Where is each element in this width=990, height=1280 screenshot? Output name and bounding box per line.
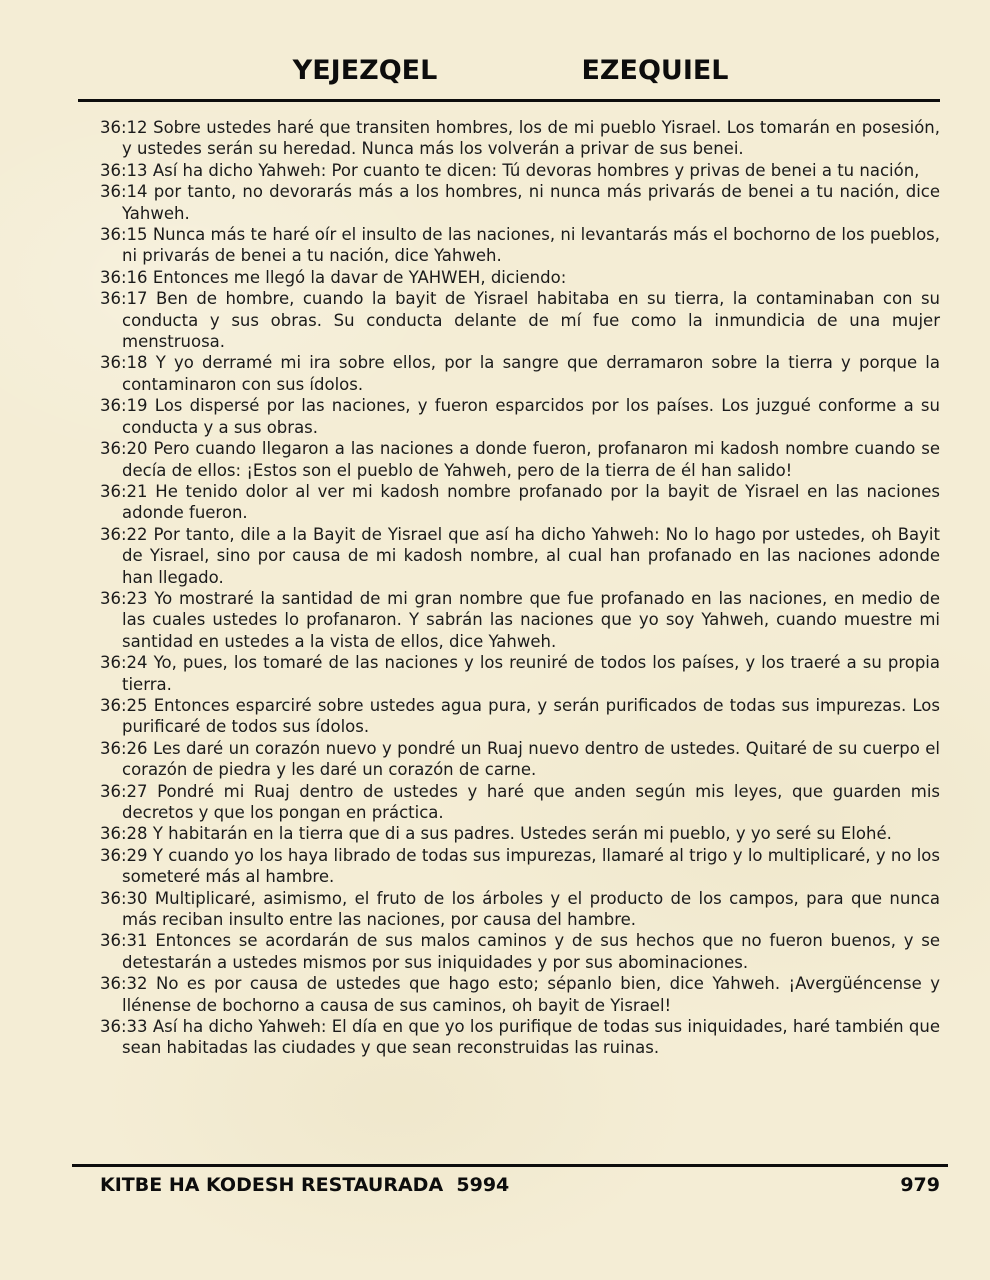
verse-36-21 — [100, 481, 940, 524]
verse-ref: 36:31 — [100, 931, 148, 951]
verse-text: Entonces me llegó la davar de YAHWEH, diciendo: — [152, 267, 567, 287]
verse-text: No es por causa de ustedes que hago esto; sépanlo bien, dice Yahweh. ¡Avergüéncense y llénense de bochorno a causa de sus caminos, oh bayit de Yisrael! — [122, 974, 941, 1015]
footer-divider — [72, 1164, 948, 1167]
verse-36-15 — [100, 224, 940, 267]
verse-36-30 — [100, 888, 940, 931]
verse-36-12 — [100, 117, 940, 160]
verse-ref: 36:17 — [100, 289, 148, 309]
verse-text: He tenido dolor al ver mi kadosh nombre profanado por la bayit de Yisrael en las naciones adonde fueron. — [122, 481, 941, 523]
verse-ref: 36:28 — [100, 824, 148, 844]
verse-36-17 — [100, 288, 940, 352]
verse-text: Entonces esparciré sobre ustedes agua pura, y serán purificados de todas sus impurezas. Los purificaré de todos sus ídolos. — [122, 695, 940, 737]
verse-text: Pero cuando llegaron a las naciones a donde fueron, profanaron mi kadosh nombre cuando se decía de ellos: ¡Estos son el pueblo de Yahweh, pero de la tierra de él han salido! — [122, 439, 940, 480]
header-divider — [78, 99, 940, 102]
verse-ref: 36:19 — [100, 396, 148, 416]
verse-text: Nunca más te haré oír el insulto de las naciones, ni levantarás más el bochorno de los pueblos, ni privarás de benei a tu nación, dice Yahweh. — [122, 225, 941, 266]
footer-page-number: 979 — [900, 1174, 940, 1196]
verse-text: Así ha dicho Yahweh: Por cuanto te dicen: Tú devoras hombres y privas de benei a tu nación, — [152, 160, 920, 180]
page-footer — [100, 1174, 940, 1196]
verse-36-33 — [100, 1016, 940, 1059]
verse-ref: 36:25 — [100, 695, 148, 715]
verse-36-23 — [100, 588, 940, 652]
verse-ref: 36:14 — [100, 182, 148, 202]
verse-text: Y cuando yo los haya librado de todas sus impurezas, llamaré al trigo y lo multiplicaré, y no los someteré más al hambre. — [122, 845, 940, 887]
verse-36-13 — [100, 160, 940, 181]
verse-36-29 — [100, 845, 940, 888]
verse-36-24 — [100, 652, 940, 695]
verse-36-18 — [100, 352, 940, 395]
verse-text: Así ha dicho Yahweh: El día en que yo los purifique de todas sus iniquidades, haré también que sean habitadas las ciudades y que sean reconstruidas las ruinas. — [122, 1017, 940, 1058]
verse-text: Y habitarán en la tierra que di a sus padres. Ustedes serán mi pueblo, y yo seré su Elohé. — [152, 824, 892, 844]
verse-36-16 — [100, 267, 940, 288]
verse-text: Y yo derramé mi ira sobre ellos, por la sangre que derramaron sobre la tierra y porque la contaminaron con sus ídolos. — [122, 353, 940, 394]
verse-ref: 36:15 — [100, 225, 148, 245]
verse-text: Ben de hombre, cuando la bayit de Yisrael habitaba en su tierra, la contaminaban con su conducta y sus obras. Su conducta delante de mí fue como la inmundicia de una mujer menstruosa. — [122, 289, 940, 352]
verse-text: Los dispersé por las naciones, y fueron esparcidos por los países. Los juzgué conforme a su conducta y a sus obras. — [122, 396, 940, 437]
header-title-spanish-name: EZEQUIEL — [581, 55, 729, 86]
header-title-hebrew-name: YEJEZQEL — [292, 55, 438, 86]
verse-ref: 36:24 — [100, 653, 148, 673]
verse-36-32 — [100, 973, 940, 1016]
verse-text: Multiplicaré, asimismo, el fruto de los árboles y el producto de los campos, para que nunca más reciban insulto entre las naciones, por causa del hambre. — [122, 888, 940, 930]
verse-36-22 — [100, 524, 940, 588]
verse-36-19 — [100, 395, 940, 438]
verse-36-25 — [100, 695, 940, 738]
verse-ref: 36:26 — [100, 738, 148, 758]
verse-ref: 36:23 — [100, 588, 148, 608]
verse-36-31 — [100, 930, 940, 973]
verse-text: por tanto, no devorarás más a los hombres, ni nunca más privarás de benei a tu nación, dice Yahweh. — [122, 182, 940, 223]
verse-ref: 36:33 — [100, 1017, 148, 1037]
verse-text: Por tanto, dile a la Bayit de Yisrael que así ha dicho Yahweh: No lo hago por ustedes, oh Bayit de Yisrael, sino por causa de mi kadosh nombre, al cual han profanado en las naciones adonde han llegado. — [122, 524, 940, 587]
verse-ref: 36:20 — [100, 439, 148, 459]
verse-text: Les daré un corazón nuevo y pondré un Ruaj nuevo dentro de ustedes. Quitaré de su cuerpo el corazón de piedra y les daré un corazón de carne. — [122, 738, 940, 780]
footer-book-title: KITBE HA KODESH RESTAURADA 5994 — [100, 1174, 510, 1196]
verse-ref: 36:27 — [100, 781, 148, 801]
verse-text: Yo mostraré la santidad de mi gran nombre que fue profanado en las naciones, en medio de las cuales ustedes lo profanaron. Y sabrán las naciones que yo soy Yahweh, cuando muestre mi santidad en ustedes a la vista de ellos, dice Yahweh. — [122, 588, 940, 651]
verse-ref: 36:29 — [100, 845, 148, 865]
verse-36-14 — [100, 181, 940, 224]
verse-36-28 — [100, 823, 940, 844]
verse-text: Sobre ustedes haré que transiten hombres, los de mi pueblo Yisrael. Los tomarán en posesión, y ustedes serán su heredad. Nunca más los volverán a privar de sus benei. — [122, 118, 940, 159]
verse-text: Yo, pues, los tomaré de las naciones y los reuniré de todos los países, y los traeré a su propia tierra. — [122, 653, 940, 694]
verse-ref: 36:30 — [100, 888, 148, 908]
verse-text-block — [100, 117, 940, 1059]
verse-ref: 36:18 — [100, 353, 148, 373]
page-header — [0, 55, 990, 93]
verse-ref: 36:22 — [100, 524, 148, 544]
verse-36-26 — [100, 738, 940, 781]
verse-text: Pondré mi Ruaj dentro de ustedes y haré que anden según mis leyes, que guarden mis decretos y que los pongan en práctica. — [122, 781, 941, 822]
verse-ref: 36:12 — [100, 118, 148, 137]
verse-ref: 36:16 — [100, 267, 148, 287]
verse-ref: 36:21 — [100, 481, 148, 501]
verse-ref: 36:32 — [100, 974, 148, 994]
verse-36-27 — [100, 781, 940, 824]
verse-text: Entonces se acordarán de sus malos caminos y de sus hechos que no fueron buenos, y se detestarán a ustedes mismos por sus iniquidades y por sus abominaciones. — [122, 931, 940, 972]
verse-ref: 36:13 — [100, 160, 148, 180]
verse-36-20 — [100, 438, 940, 481]
